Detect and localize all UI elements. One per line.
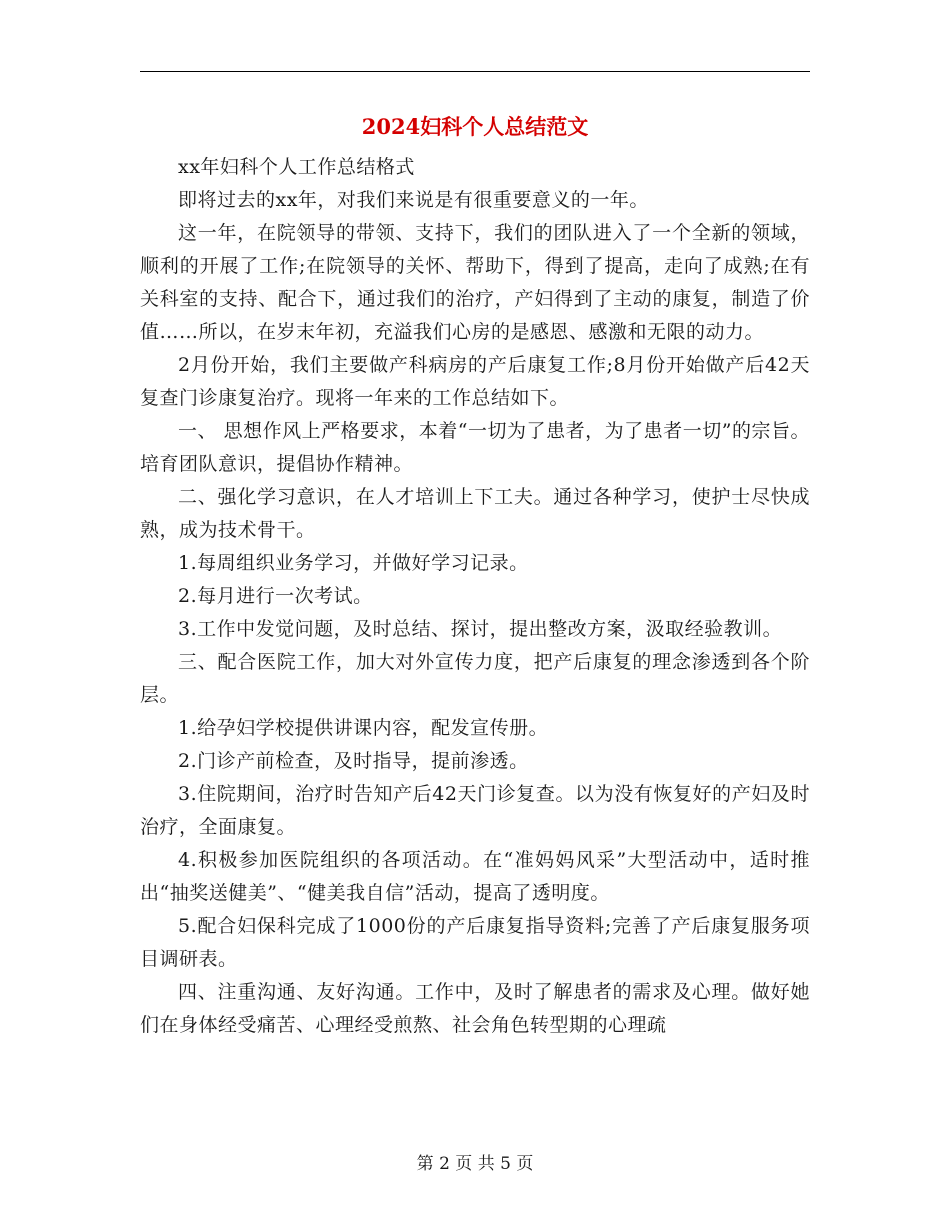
paragraph: 2.每月进行一次考试。 xyxy=(178,585,373,607)
paragraph: 二、强化学习意识，在人才培训上下工夫。通过各种学习，使护士尽快成熟，成为技术骨干。 xyxy=(140,486,810,541)
paragraph: 4.积极参加医院组织的各项活动。在“准妈妈风采”大型活动中，适时推出“抽奖送健美”、“健美我自信”活动，提高了透明度。 xyxy=(140,849,810,904)
paragraph: 1.给孕妇学校提供讲课内容，配发宣传册。 xyxy=(178,717,549,739)
paragraph: 3.工作中发觉问题，及时总结、探讨，提出整改方案，汲取经验教训。 xyxy=(178,618,783,640)
document-title: 2024妇科个人总结范文 xyxy=(361,114,589,139)
paragraph: 三、配合医院工作，加大对外宣传力度，把产后康复的理念渗透到各个阶层。 xyxy=(140,651,810,706)
paragraph: 一、 思想作风上严格要求，本着“一切为了患者，为了患者一切”的宗旨。培育团队意识，提倡协作精神。 xyxy=(140,420,810,475)
document-body xyxy=(140,151,810,1042)
paragraph: 这一年，在院领导的带领、支持下，我们的团队进入了一个全新的领域，顺利的开展了工作;在院领导的关怀、帮助下，得到了提高，走向了成熟;在有关科室的支持、配合下，通过我们的治疗，产妇得到了主动的康复，制造了价值……所以，在岁末年初，充溢我们心房的是感恩、感激和无限的动力。 xyxy=(140,222,810,343)
paragraph: 3.住院期间，治疗时告知产后42天门诊复查。以为没有恢复好的产妇及时治疗，全面康复。 xyxy=(140,783,810,838)
paragraph: xx年妇科个人工作总结格式 xyxy=(178,156,415,178)
paragraph: 2.门诊产前检查，及时指导，提前渗透。 xyxy=(178,750,529,772)
paragraph: 5.配合妇保科完成了1000份的产后康复指导资料;完善了产后康复服务项目调研表。 xyxy=(140,915,810,970)
header-rule xyxy=(140,71,810,72)
paragraph: 1.每周组织业务学习，并做好学习记录。 xyxy=(178,552,529,574)
page-number: 第 2 页 共 5 页 xyxy=(416,1154,534,1174)
paragraph: 四、注重沟通、友好沟通。工作中，及时了解患者的需求及心理。做好她们在身体经受痛苦、心理经受煎熬、社会角色转型期的心理疏 xyxy=(140,981,810,1036)
paragraph: 2月份开始，我们主要做产科病房的产后康复工作;8月份开始做产后42天复查门诊康复治疗。现将一年来的工作总结如下。 xyxy=(140,354,810,409)
paragraph: 即将过去的xx年，对我们来说是有很重要意义的一年。 xyxy=(178,189,649,211)
